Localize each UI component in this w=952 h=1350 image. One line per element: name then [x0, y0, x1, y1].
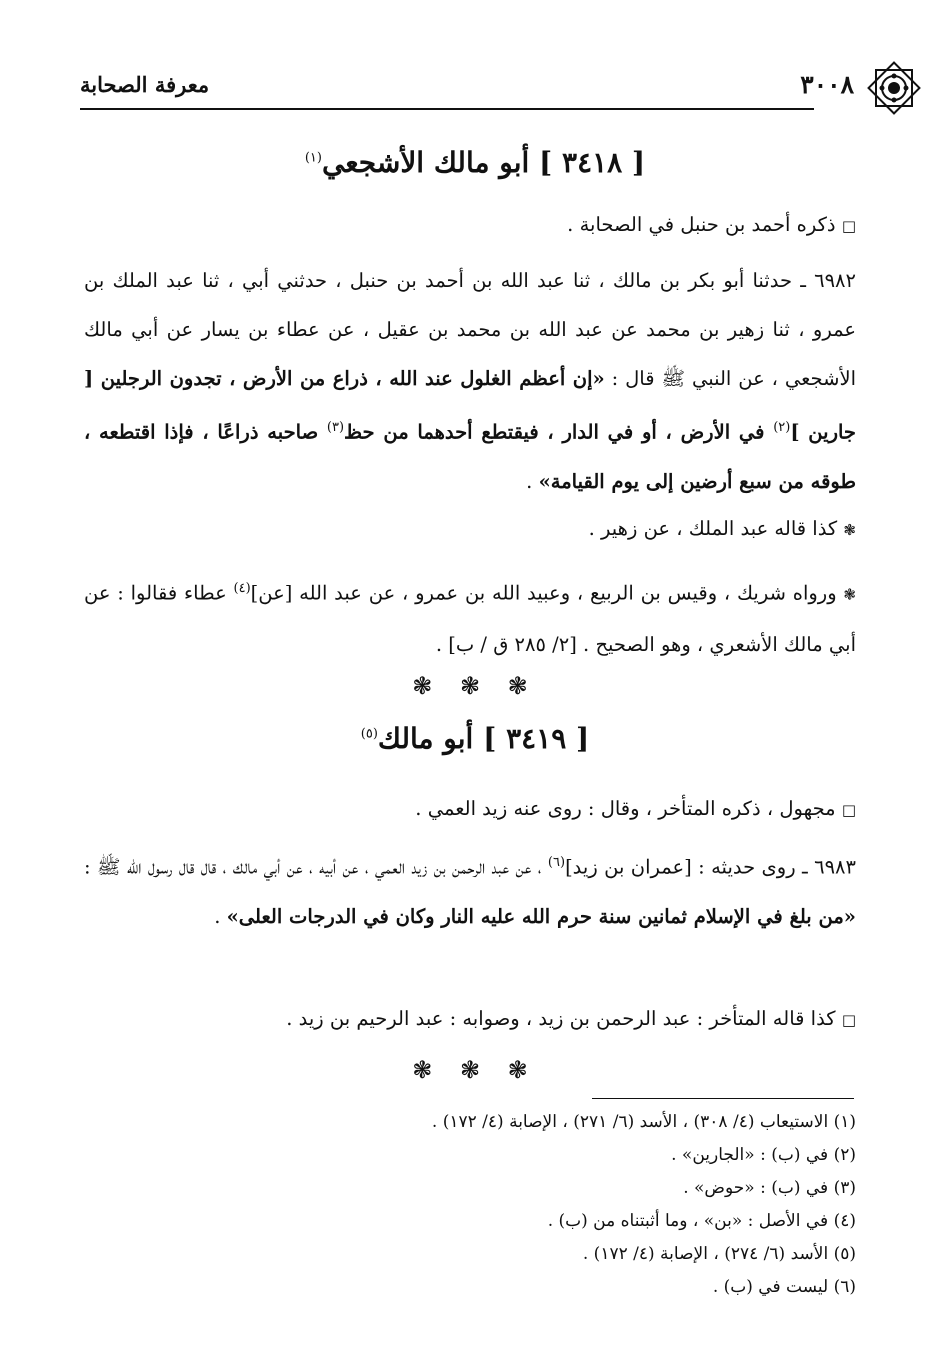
footnote-marker: (٢) — [773, 420, 791, 435]
footnote-item: (٢) في (ب) : «الجارين» . — [671, 1145, 856, 1165]
intro-text: مجهول ، ذكره المتأخر ، وقال : روى عنه زيد العمي . — [415, 797, 836, 820]
entry-heading-text: [ ٣٤١٩ ] أبو مالك — [377, 722, 590, 755]
footnote-marker: (١) — [304, 150, 322, 166]
hadith-paragraph — [84, 838, 856, 941]
star-bullet-icon: ❃ — [843, 521, 856, 539]
intro-text: ذكره أحمد بن حنبل في الصحابة . — [567, 213, 836, 236]
square-bullet-icon: □ — [841, 217, 856, 235]
hadith-text: صاحبه ذراعًا ، فإذا اقتطعه ، طوقه من سبع أرضين إلى يوم القيامة» — [84, 420, 856, 493]
section-separator: ❃ ❃ ❃ — [412, 672, 538, 700]
footnote-item: (١) الاستيعاب (٤/ ٣٠٨) ، الأسد (٦/ ٢٧١) ، الإصابة (٤/ ١٧٢) . — [431, 1112, 856, 1132]
footnote-rule — [592, 1098, 854, 1099]
commentary-note — [84, 994, 856, 1045]
hadith-end: . — [214, 904, 227, 928]
hadith-paragraph — [84, 256, 856, 506]
entry-intro — [84, 784, 856, 835]
hadith-text: «إن أعظم الغلول عند الله ، ذراع من الأرض ، تجدون الرجلين [ جارين ] — [84, 367, 856, 444]
star-bullet-icon: ❃ — [843, 585, 856, 604]
square-bullet-icon: □ — [841, 801, 856, 819]
running-title: معرفة الصحابة — [80, 72, 210, 97]
section-separator: ❃ ❃ ❃ — [412, 1056, 538, 1084]
hadith-end: . — [526, 469, 539, 493]
commentary-note — [84, 564, 856, 669]
footnote-item: (٤) في الأصل : «بن» ، وما أثبتناه من (ب) . — [547, 1211, 856, 1231]
footnote-item: (٥) الأسد (٦/ ٢٧٤) ، الإصابة (٤/ ١٧٢) . — [582, 1244, 856, 1264]
hadith-chain-text: ٦٩٨٣ ـ روى حديثه : [عمران بن زيد] — [565, 855, 857, 879]
footnote-item: (٦) ليست في (ب) . — [712, 1277, 856, 1297]
hadith-text: «من بلغ في الإسلام ثمانين سنة حرم الله عليه النار وكان في الدرجات العلى» — [226, 904, 856, 928]
entry-heading — [80, 722, 870, 755]
note-text: كذا قاله المتأخر : عبد الرحمن بن زيد ، وصوابه : عبد الرحيم بن زيد . — [286, 1007, 836, 1030]
square-bullet-icon: □ — [841, 1011, 856, 1029]
footnote-marker: (٦) — [547, 855, 566, 870]
footnote-marker: (٤) — [233, 581, 251, 596]
footnote-marker: (٣) — [326, 420, 345, 435]
footnotes — [84, 1106, 856, 1304]
hadith-text: في الأرض ، أو في الدار ، فيقتطع أحدهما من حظ — [344, 420, 774, 444]
hadith-chain-text: ، عن عبد الرحمن بن زيد العمي ، عن أبيه ، عن أبي مالك ، قال قال رسول الله ﷺ : — [84, 855, 548, 879]
page-number: ٣٠٠٨ — [800, 70, 854, 99]
note-text: كذا قاله عبد الملك ، عن زهير . — [588, 517, 838, 540]
hadith-chain-text: ٦٩٨٢ ـ حدثنا أبو بكر بن مالك ، ثنا عبد الله بن أحمد بن حنبل ، حدثني أبي ، ثنا عبد الملك بن عمرو ، ثنا زهير بن محمد عن عبد الله بن محمد بن عقيل ، عن عطاء بن يسار عن أبي مالك الأشجعي ، عن النبي ﷺ قال : — [84, 269, 856, 390]
header-rule — [80, 108, 814, 110]
octagram-ornament-icon — [866, 60, 922, 116]
entry-intro — [84, 200, 856, 251]
footnote-marker: (٥) — [360, 726, 378, 742]
entry-heading-text: [ ٣٤١٨ ] أبو مالك الأشجعي — [321, 146, 646, 179]
footnote-item: (٣) في (ب) : «حوض» . — [683, 1178, 856, 1198]
commentary-note — [84, 504, 856, 555]
page-header — [80, 68, 870, 108]
note-text: ورواه شريك ، وقيس بن الربيع ، وعبيد الله بن عمرو ، عن عبد الله [عن] — [250, 581, 837, 605]
note-text: عطاء فقالوا : عن أبي مالك الأشعري ، وهو الصحيح . [٢/ ٢٨٥ ق / ب] . — [84, 581, 856, 656]
entry-heading — [80, 146, 870, 179]
